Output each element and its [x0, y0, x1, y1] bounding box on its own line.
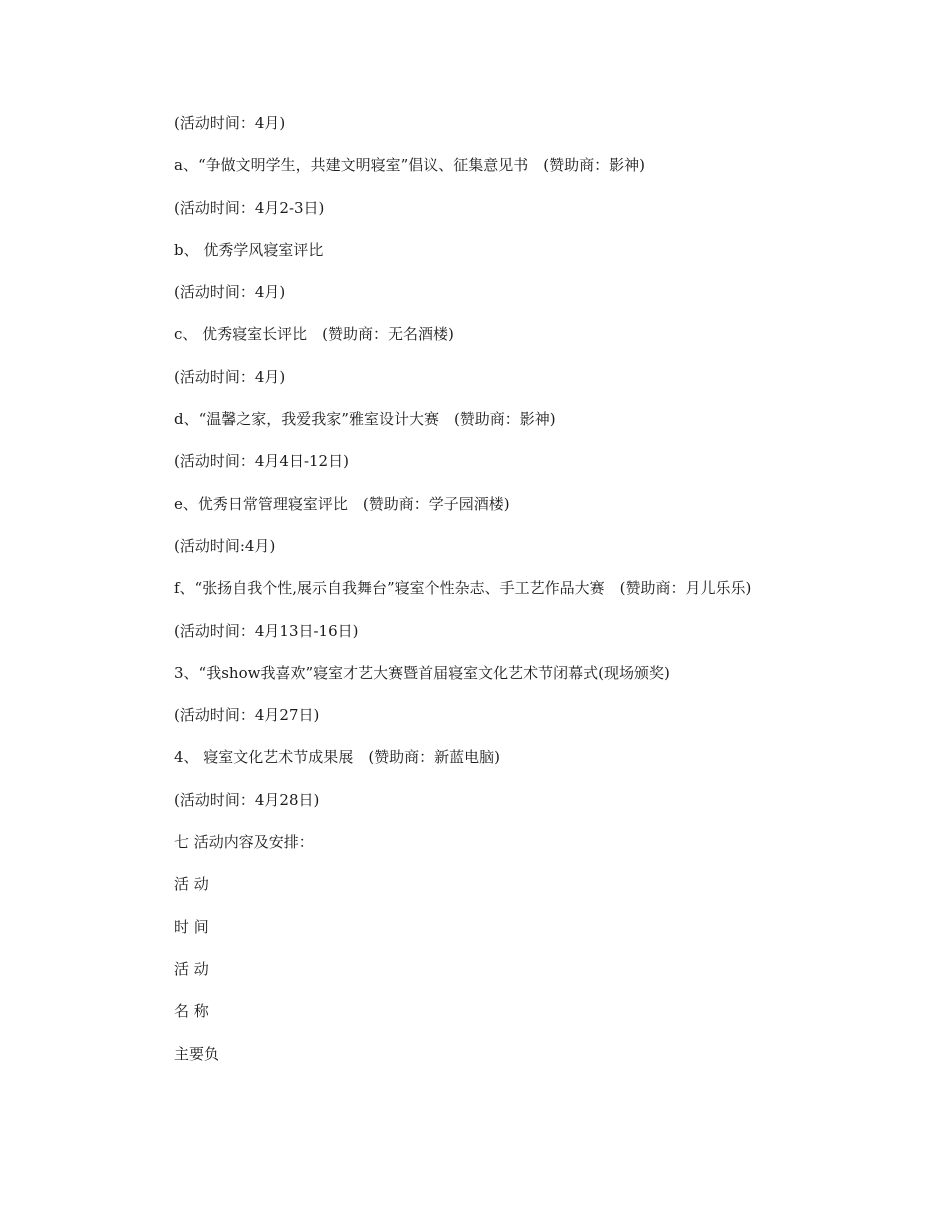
table-label-name: 名 称	[174, 1002, 209, 1021]
table-label-activity-2: 活 动	[174, 959, 209, 978]
document-body	[140, 113, 806, 1086]
paragraph-item-c: c、 优秀寝室长评比 (赞助商：无名酒楼)	[174, 325, 454, 344]
paragraph-time-april: (活动时间：4月)	[174, 114, 286, 132]
paragraph-time-april-13-16: (活动时间：4月13日-16日)	[174, 621, 359, 640]
paragraph-item-3: 3、“我show我喜欢”寝室才艺大赛暨首届寝室文化艺术节闭幕式(现场颁奖)	[174, 663, 670, 682]
table-label-time: 时 间	[174, 917, 209, 936]
paragraph-item-f: f、“张扬自我个性,展示自我舞台”寝室个性杂志、手工艺作品大赛 (赞助商：月儿乐乐)	[174, 579, 752, 598]
paragraph-time-april-c: (活动时间：4月)	[174, 367, 286, 386]
paragraph-time-april-2-3: (活动时间：4月2-3日)	[174, 198, 325, 217]
paragraph-item-b: b、 优秀学风寝室评比	[174, 240, 324, 259]
paragraph-item-4: 4、 寝室文化艺术节成果展 (赞助商：新蓝电脑)	[174, 748, 501, 767]
paragraph-time-april-b: (活动时间：4月)	[174, 283, 286, 302]
paragraph-item-a: a、“争做文明学生，共建文明寝室”倡议、征集意见书 (赞助商：影神)	[174, 156, 645, 175]
table-label-activity: 活 动	[174, 875, 209, 894]
table-label-main-responsible: 主要负	[174, 1044, 220, 1063]
paragraph-time-april-e: (活动时间:4月)	[174, 536, 276, 555]
paragraph-item-d: d、“温馨之家，我爱我家”雅室设计大赛 (赞助商：影神)	[174, 410, 556, 429]
section-heading-seven: 七 活动内容及安排：	[174, 833, 314, 852]
paragraph-time-april-28: (活动时间：4月28日)	[174, 790, 320, 809]
paragraph-item-e: e、优秀日常管理寝室评比 (赞助商：学子园酒楼)	[174, 494, 510, 513]
paragraph-time-april-4-12: (活动时间：4月4日-12日)	[174, 452, 349, 471]
paragraph-time-april-27: (活动时间：4月27日)	[174, 706, 320, 725]
